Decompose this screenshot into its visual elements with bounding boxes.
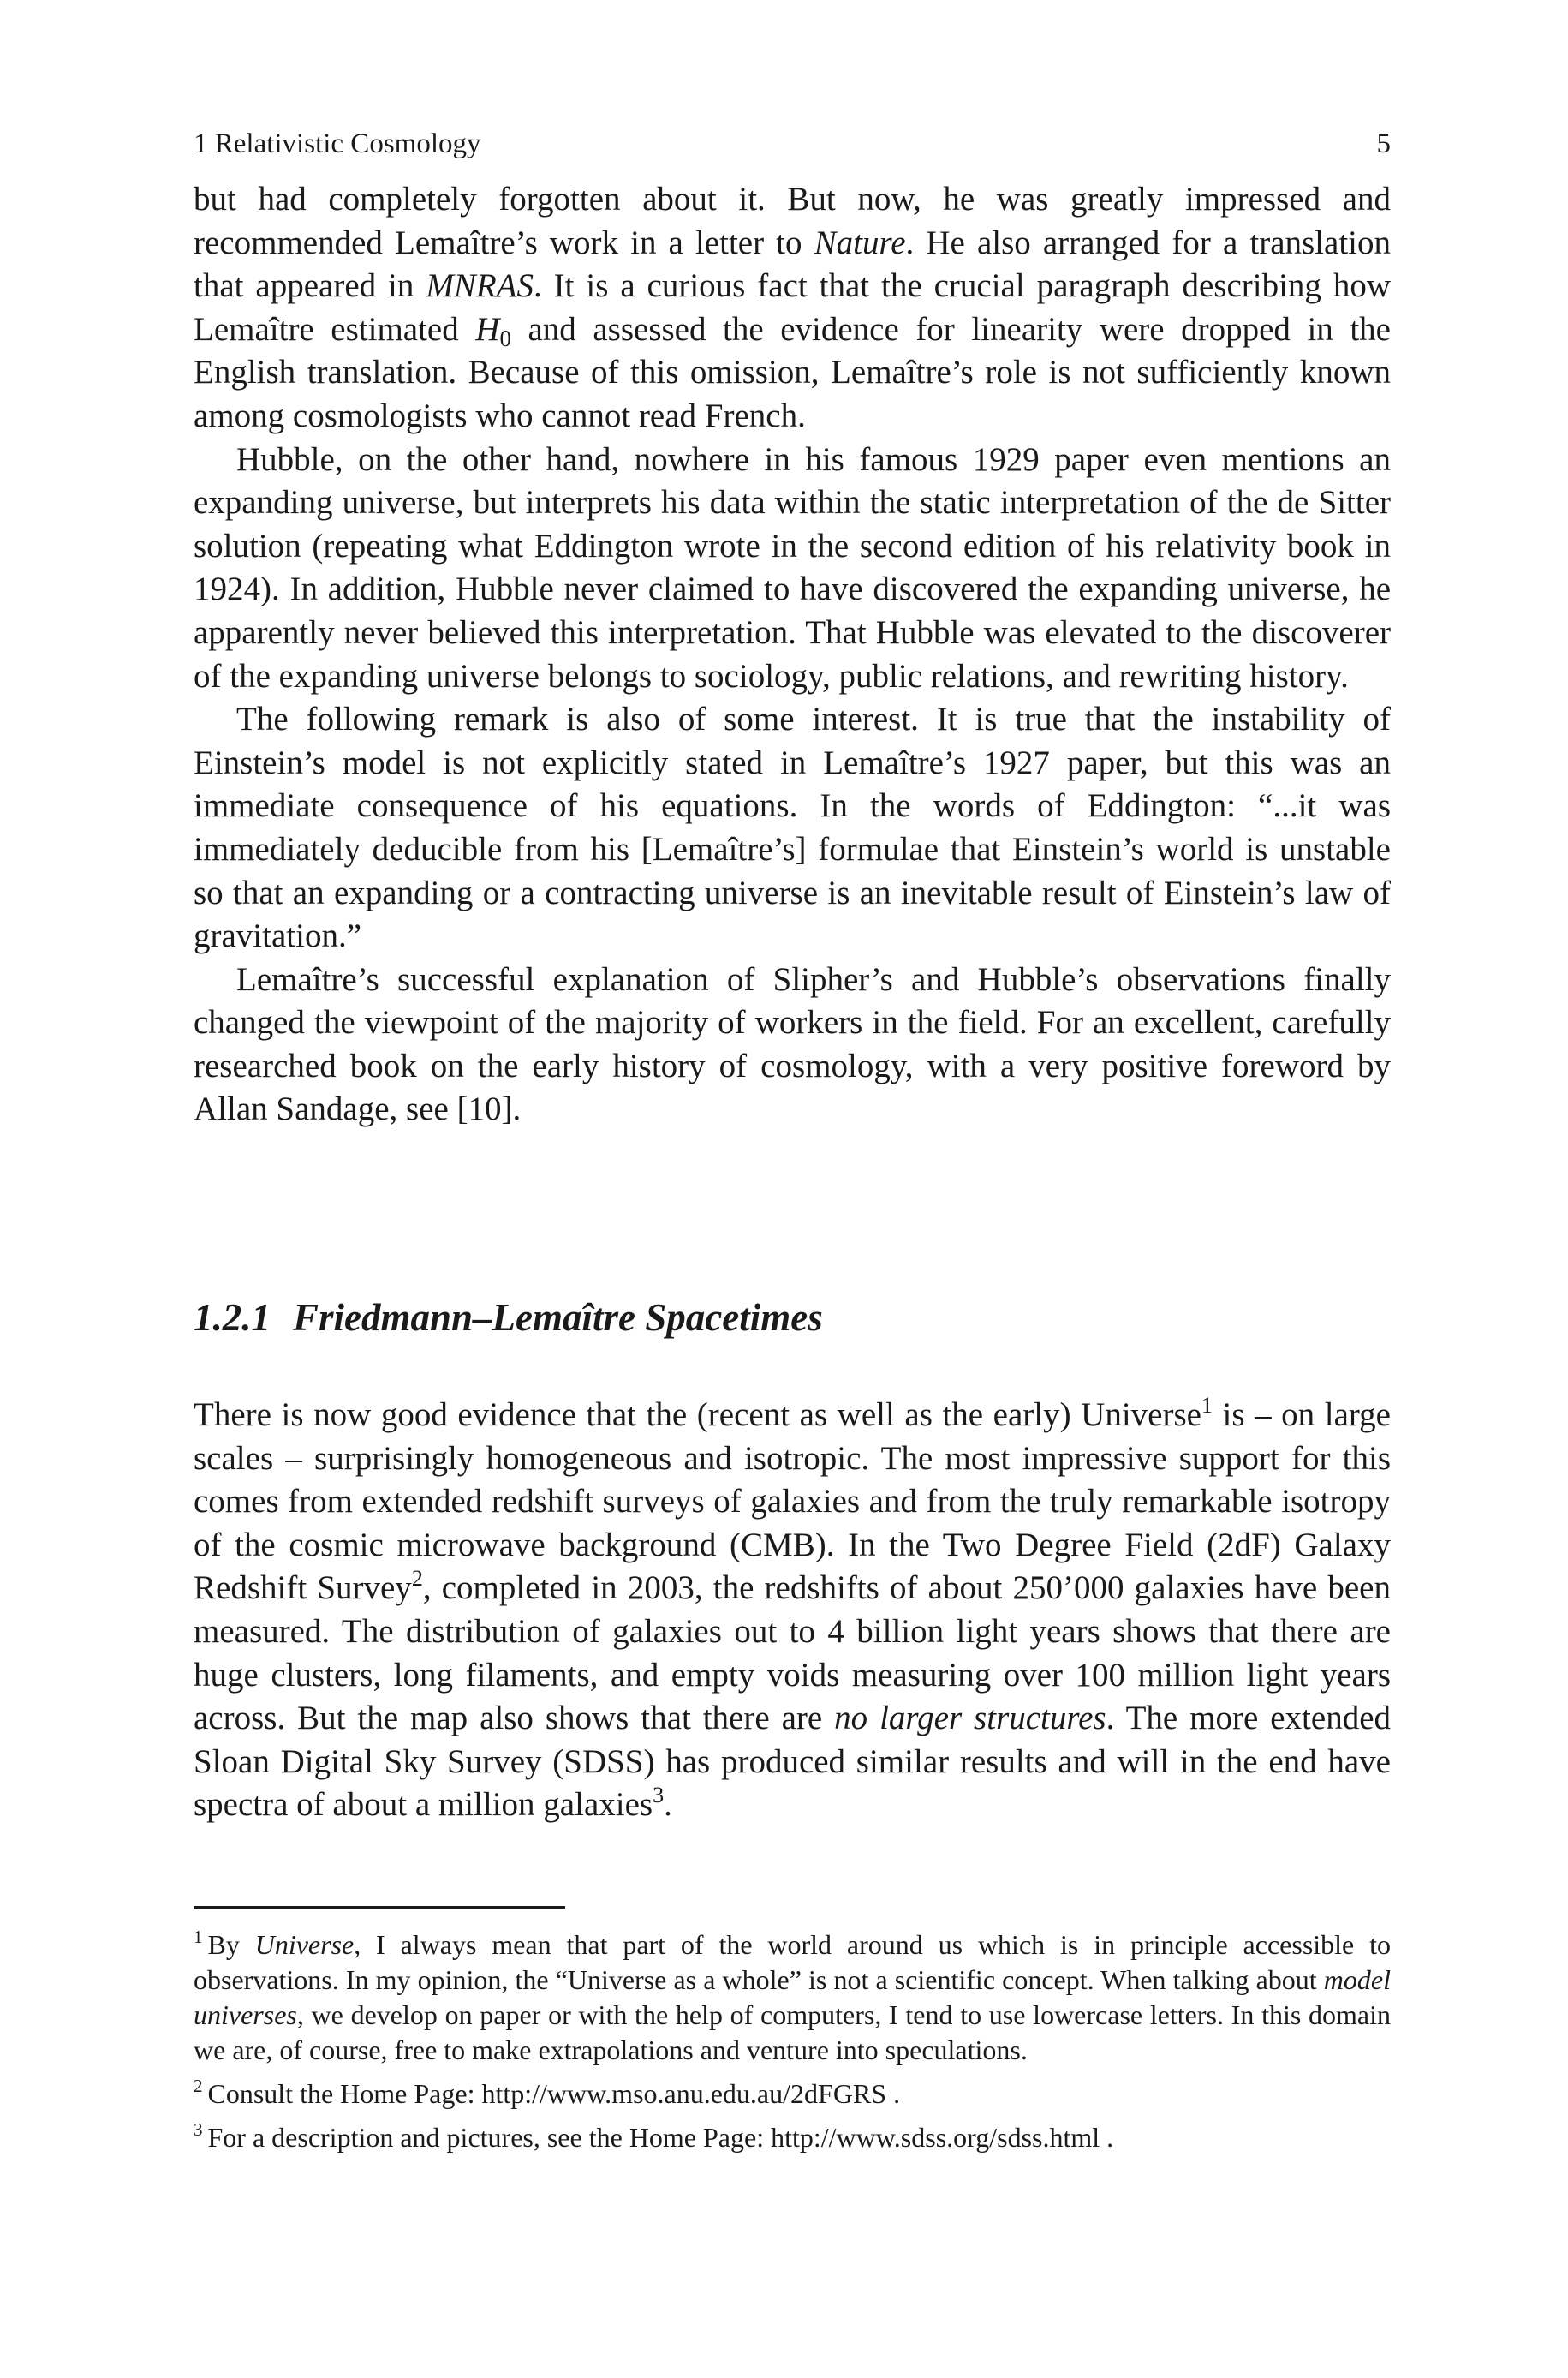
- main-text: [194, 178, 1391, 1132]
- journal-name-nature: Nature: [814, 224, 906, 261]
- section-number: 1.2.1: [194, 1296, 271, 1339]
- paragraph-eddington: The following remark is also of some interest. It is true that the instability of Einstein’s model is not explicitly stated in Lemaître’s 1927 paper, but this was an immediate consequence of his equations. In the words of Eddington: “...it was immediately deducible from his [Lemaître’s] formulae that Einstein’s world is unstable so that an expanding or a contracting universe is an inevitable result of Einstein’s law of gravitation.”: [194, 701, 1391, 955]
- section-heading: [194, 1294, 1391, 1341]
- footnote-text: Consult the Home Page: http://www.mso.anu.edu.au/2dFGRS .: [207, 2078, 901, 2109]
- hubble-constant-symbol: H: [475, 310, 500, 348]
- footnote-ref-1[interactable]: 1: [1201, 1393, 1213, 1418]
- footnote-text: , we develop on paper or with the help of computers, I tend to use lowercase letters. In this domain we are, of course, free to make extrapolations and venture into speculations.: [194, 1999, 1391, 2065]
- paragraph-text: . The more extended Sloan Digital Sky Survey (SDSS) has produced similar results and will in the end have spectra of about a million galaxies: [194, 1700, 1392, 1824]
- footnote-mark: 1: [194, 1927, 203, 1947]
- paragraph-text: is – on large scales – surprisingly homogeneous and isotropic. The most impressive support for this comes from extended redshift surveys of galaxies and from the truly remarkable isotropy of the cosmic microwave background (CMB). In the Two Degree Field (2dF) Galaxy Redshift Survey: [194, 1396, 1391, 1607]
- footnotes: [194, 1927, 1391, 2164]
- journal-name-mnras: MNRAS: [426, 267, 534, 305]
- footnote-ref-3[interactable]: 3: [653, 1783, 665, 1808]
- chapter-title: 1 Relativistic Cosmology: [194, 128, 481, 159]
- paragraph-text: . It is a curious fact that the crucial paragraph describing how Lemaître estimated: [194, 267, 1391, 348]
- footnote-text: By: [207, 1929, 255, 1960]
- footnote-ref-2[interactable]: 2: [411, 1566, 423, 1592]
- footnote-2: [194, 2076, 1391, 2112]
- paragraph-lemaitre: Lemaître’s successful explanation of Slipher’s and Hubble’s observations finally changed the viewpoint of the majority of workers in the field. For an excellent, carefully researched book on the early history of cosmology, with a very positive foreword by Allan Sandage, see [10].: [194, 960, 1391, 1128]
- paragraph-text: and assessed the evidence for linearity were dropped in the English translation. Because of this omission, Lemaître’s role is not sufficiently known among cosmologists who cannot read French.: [194, 310, 1391, 434]
- paragraph-continued: [194, 178, 1391, 439]
- paragraph-text: , completed in 2003, the redshifts of about 250’000 galaxies have been measured. The distribution of galaxies out to 4 billion light years shows that there are huge clusters, long filaments, and empty voids measuring over 100 million light years across. But the map also shows that there are: [194, 1569, 1391, 1737]
- section-title: Friedmann–Lemaître Spacetimes: [293, 1296, 823, 1339]
- page-number: 5: [1376, 128, 1391, 159]
- footnote-text: , I always mean that part of the world around us which is in principle accessible to observations. In my opinion, the “Universe as a whole” is not a scientific concept. When talking about: [194, 1929, 1391, 1995]
- footnote-mark: 2: [194, 2076, 203, 2096]
- footnote-emphasis: Universe: [254, 1929, 355, 1960]
- section-text: [194, 1394, 1391, 1827]
- footnote-mark: 3: [194, 2119, 203, 2140]
- footnote-1: [194, 1927, 1391, 2068]
- paragraph-text: There is now good evidence that the (recent as well as the early) Universe: [194, 1396, 1201, 1433]
- paragraph-text: but had completely forgotten about it. But now, he was greatly impressed and recommended Lemaître’s work in a letter to: [194, 181, 1391, 261]
- paragraph-text: .: [664, 1786, 672, 1824]
- footnote-3: [194, 2120, 1391, 2155]
- paragraph-homogeneity: [194, 1394, 1391, 1827]
- footnote-emphasis: model universes: [194, 1964, 1391, 2030]
- paragraph-text: . He also arranged for a translation that appeared in: [194, 224, 1391, 305]
- hubble-constant-subscript: 0: [499, 325, 511, 351]
- footnote-text: For a description and pictures, see the Home Page: http://www.sdss.org/sdss.html .: [207, 2122, 1114, 2153]
- paragraph-hubble: Hubble, on the other hand, nowhere in his famous 1929 paper even mentions an expanding universe, but interprets his data within the static interpretation of the de Sitter solution (repeating what Eddington wrote in the second edition of his relativity book in 1924). In addition, Hubble never claimed to have discovered the expanding universe, he apparently never believed this interpretation. That Hubble was elevated to the discoverer of the expanding universe belongs to sociology, public relations, and rewriting history.: [194, 440, 1391, 695]
- running-head: [194, 127, 1391, 161]
- emphasis-text: no larger structures: [834, 1700, 1106, 1737]
- footnote-divider: [194, 1906, 565, 1909]
